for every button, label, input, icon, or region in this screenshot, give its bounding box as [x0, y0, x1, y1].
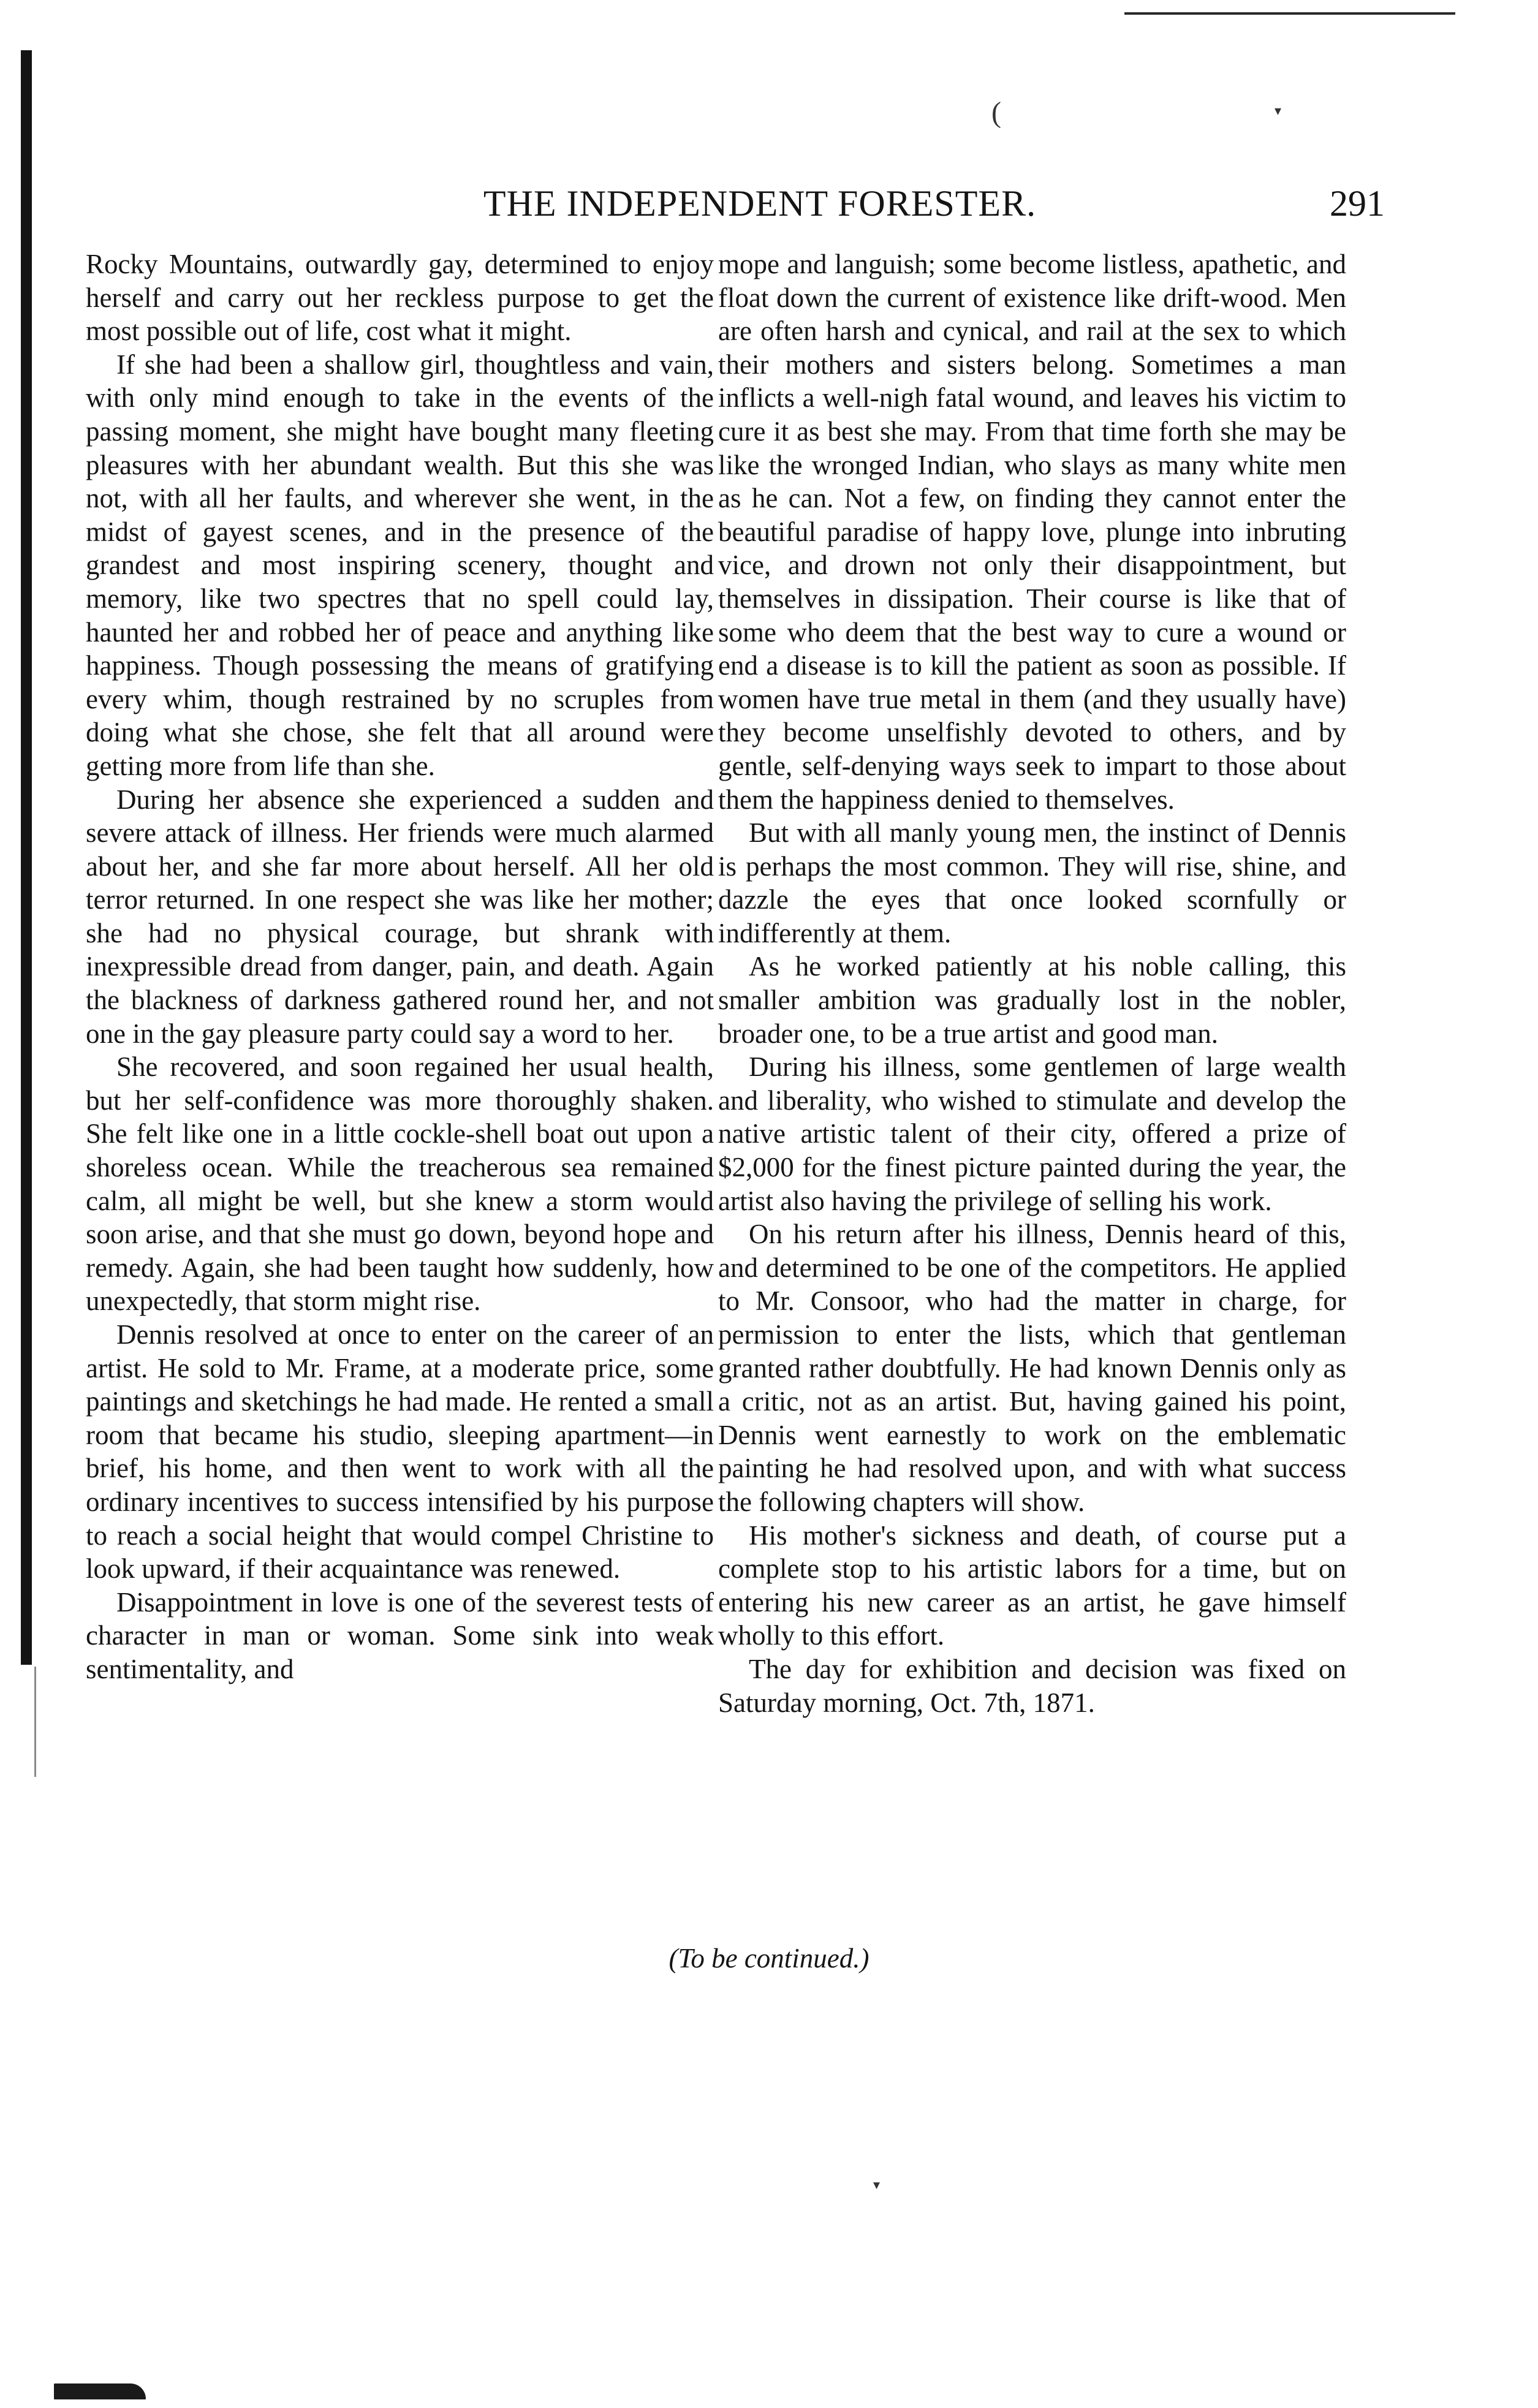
ink-blot: [54, 2383, 146, 2399]
paragraph: During his illness, some gentlemen of large wealth and liberality, who wished to stimulate and develop the native artistic talent of their city, offered a prize of $2,000 for the finest picture painted during the year, the artist also having the privilege of selling his work.: [718, 1051, 1346, 1216]
page-header: [0, 183, 1538, 232]
paragraph: Disappointment in love is one of the severest tests of character in man or woman. Some sink into weak sentimentality, and: [86, 1586, 714, 1684]
paragraph: mope and languish; some become listless, apathetic, and float down the current of existence like drift-wood. Men are often harsh and cynical, and rail at the sex to which their mothers and sisters belong. Sometimes a man inflicts a well-nigh fatal wound, and leaves his victim to cure it as best she may. From that time forth she may be like the wronged Indian, who slays as many white men as he can. Not a few, on finding they cannot enter the beautiful paradise of happy love, plunge into inbruting vice, and drown not only their disappointment, but themselves in dissipation. Their course is like that of some who deem that the best way to cure a wound or end a disease is to kill the patient as soon as possible. If women have true metal in them (and they usually have) they become unselfishly devoted to others, and by gentle, self-denying ways seek to impart to those about them the happiness denied to themselves.: [718, 249, 1346, 815]
paragraph: She recovered, and soon regained her usual health, but her self-confidence was more thoroughly shaken. She felt like one in a little cockle-shell boat out upon a shoreless ocean. While the treacherous sea remained calm, all might be well, but she knew a storm would soon arise, and that she must go down, beyond hope and remedy. Again, she had been taught how suddenly, how unexpectedly, that storm might rise.: [86, 1051, 714, 1317]
paragraph: On his return after his illness, Dennis heard of this, and determined to be one of the competitors. He applied to Mr. Consoor, who had the matter in charge, for permission to enter the lists, which that gentleman granted rather doubtfully. He had known Dennis only as a critic, not as an artist. But, having gained his point, Dennis went earnestly to work on the emblematic painting he had resolved upon, and with what success the following chapters will show.: [718, 1219, 1346, 1517]
page-edge-shadow-lower: [34, 1667, 36, 1777]
paragraph: As he worked patiently at his noble calling, this smaller ambition was gradually lost in the nobler, broader one, to be a true artist and good man.: [718, 951, 1346, 1049]
scan-speck-mark: ▾: [873, 2177, 881, 2192]
scan-speck-mark: ▾: [1275, 103, 1282, 118]
left-column: [86, 248, 714, 1686]
to-be-continued-note: (To be continued.): [669, 1943, 869, 1974]
running-title: THE INDEPENDENT FORESTER.: [483, 183, 1037, 224]
right-column: [718, 248, 1346, 1719]
top-rule: [1124, 12, 1455, 15]
paragraph: Rocky Mountains, outwardly gay, determined to enjoy herself and carry out her reckless purpose to get the most possible out of life, cost what it might.: [86, 249, 714, 347]
paragraph: Dennis resolved at once to enter on the career of an artist. He sold to Mr. Frame, at a moderate price, some paintings and sketchings he had made. He rented a small room that became his studio, sleeping apartment—in brief, his home, and then went to work with all the ordinary incentives to success intensified by his purpose to reach a social height that would compel Christine to look upward, if their acquaintance was renewed.: [86, 1319, 714, 1585]
paragraph: During her absence she experienced a sudden and severe attack of illness. Her friends were much alarmed about her, and she far more about herself. All her old terror returned. In one respect she was like her mother; she had no physical courage, but shrank with inexpressible dread from danger, pain, and death. Again the blackness of darkness gathered round her, and not one in the gay pleasure party could say a word to her.: [86, 784, 714, 1049]
paragraph: But with all manly young men, the instinct of Dennis is perhaps the most common. They will rise, shine, and dazzle the eyes that once looked scornfully or indifferently at them.: [718, 817, 1346, 948]
paragraph: If she had been a shallow girl, thoughtless and vain, with only mind enough to take in the events of the passing moment, she might have bought many fleeting pleasures with her abundant wealth. But this she was not, with all her faults, and wherever she went, in the midst of gayest scenes, and in the presence of the grandest and most inspiring scenery, thought and memory, like two spectres that no spell could lay, haunted her and robbed her of peace and anything like happiness. Though possessing the means of gratifying every whim, though restrained by no scruples from doing what she chose, she felt that all around were getting more from life than she.: [86, 349, 714, 781]
scan-speck-mark: (: [991, 96, 1001, 129]
page-number: 291: [1330, 183, 1385, 224]
paragraph: The day for exhibition and decision was fixed on Saturday morning, Oct. 7th, 1871.: [718, 1653, 1346, 1718]
paragraph: His mother's sickness and death, of course put a complete stop to his artistic labors for a time, but on entering his new career as an artist, he gave himself wholly to this effort.: [718, 1520, 1346, 1651]
page-edge-shadow: [21, 50, 32, 1665]
